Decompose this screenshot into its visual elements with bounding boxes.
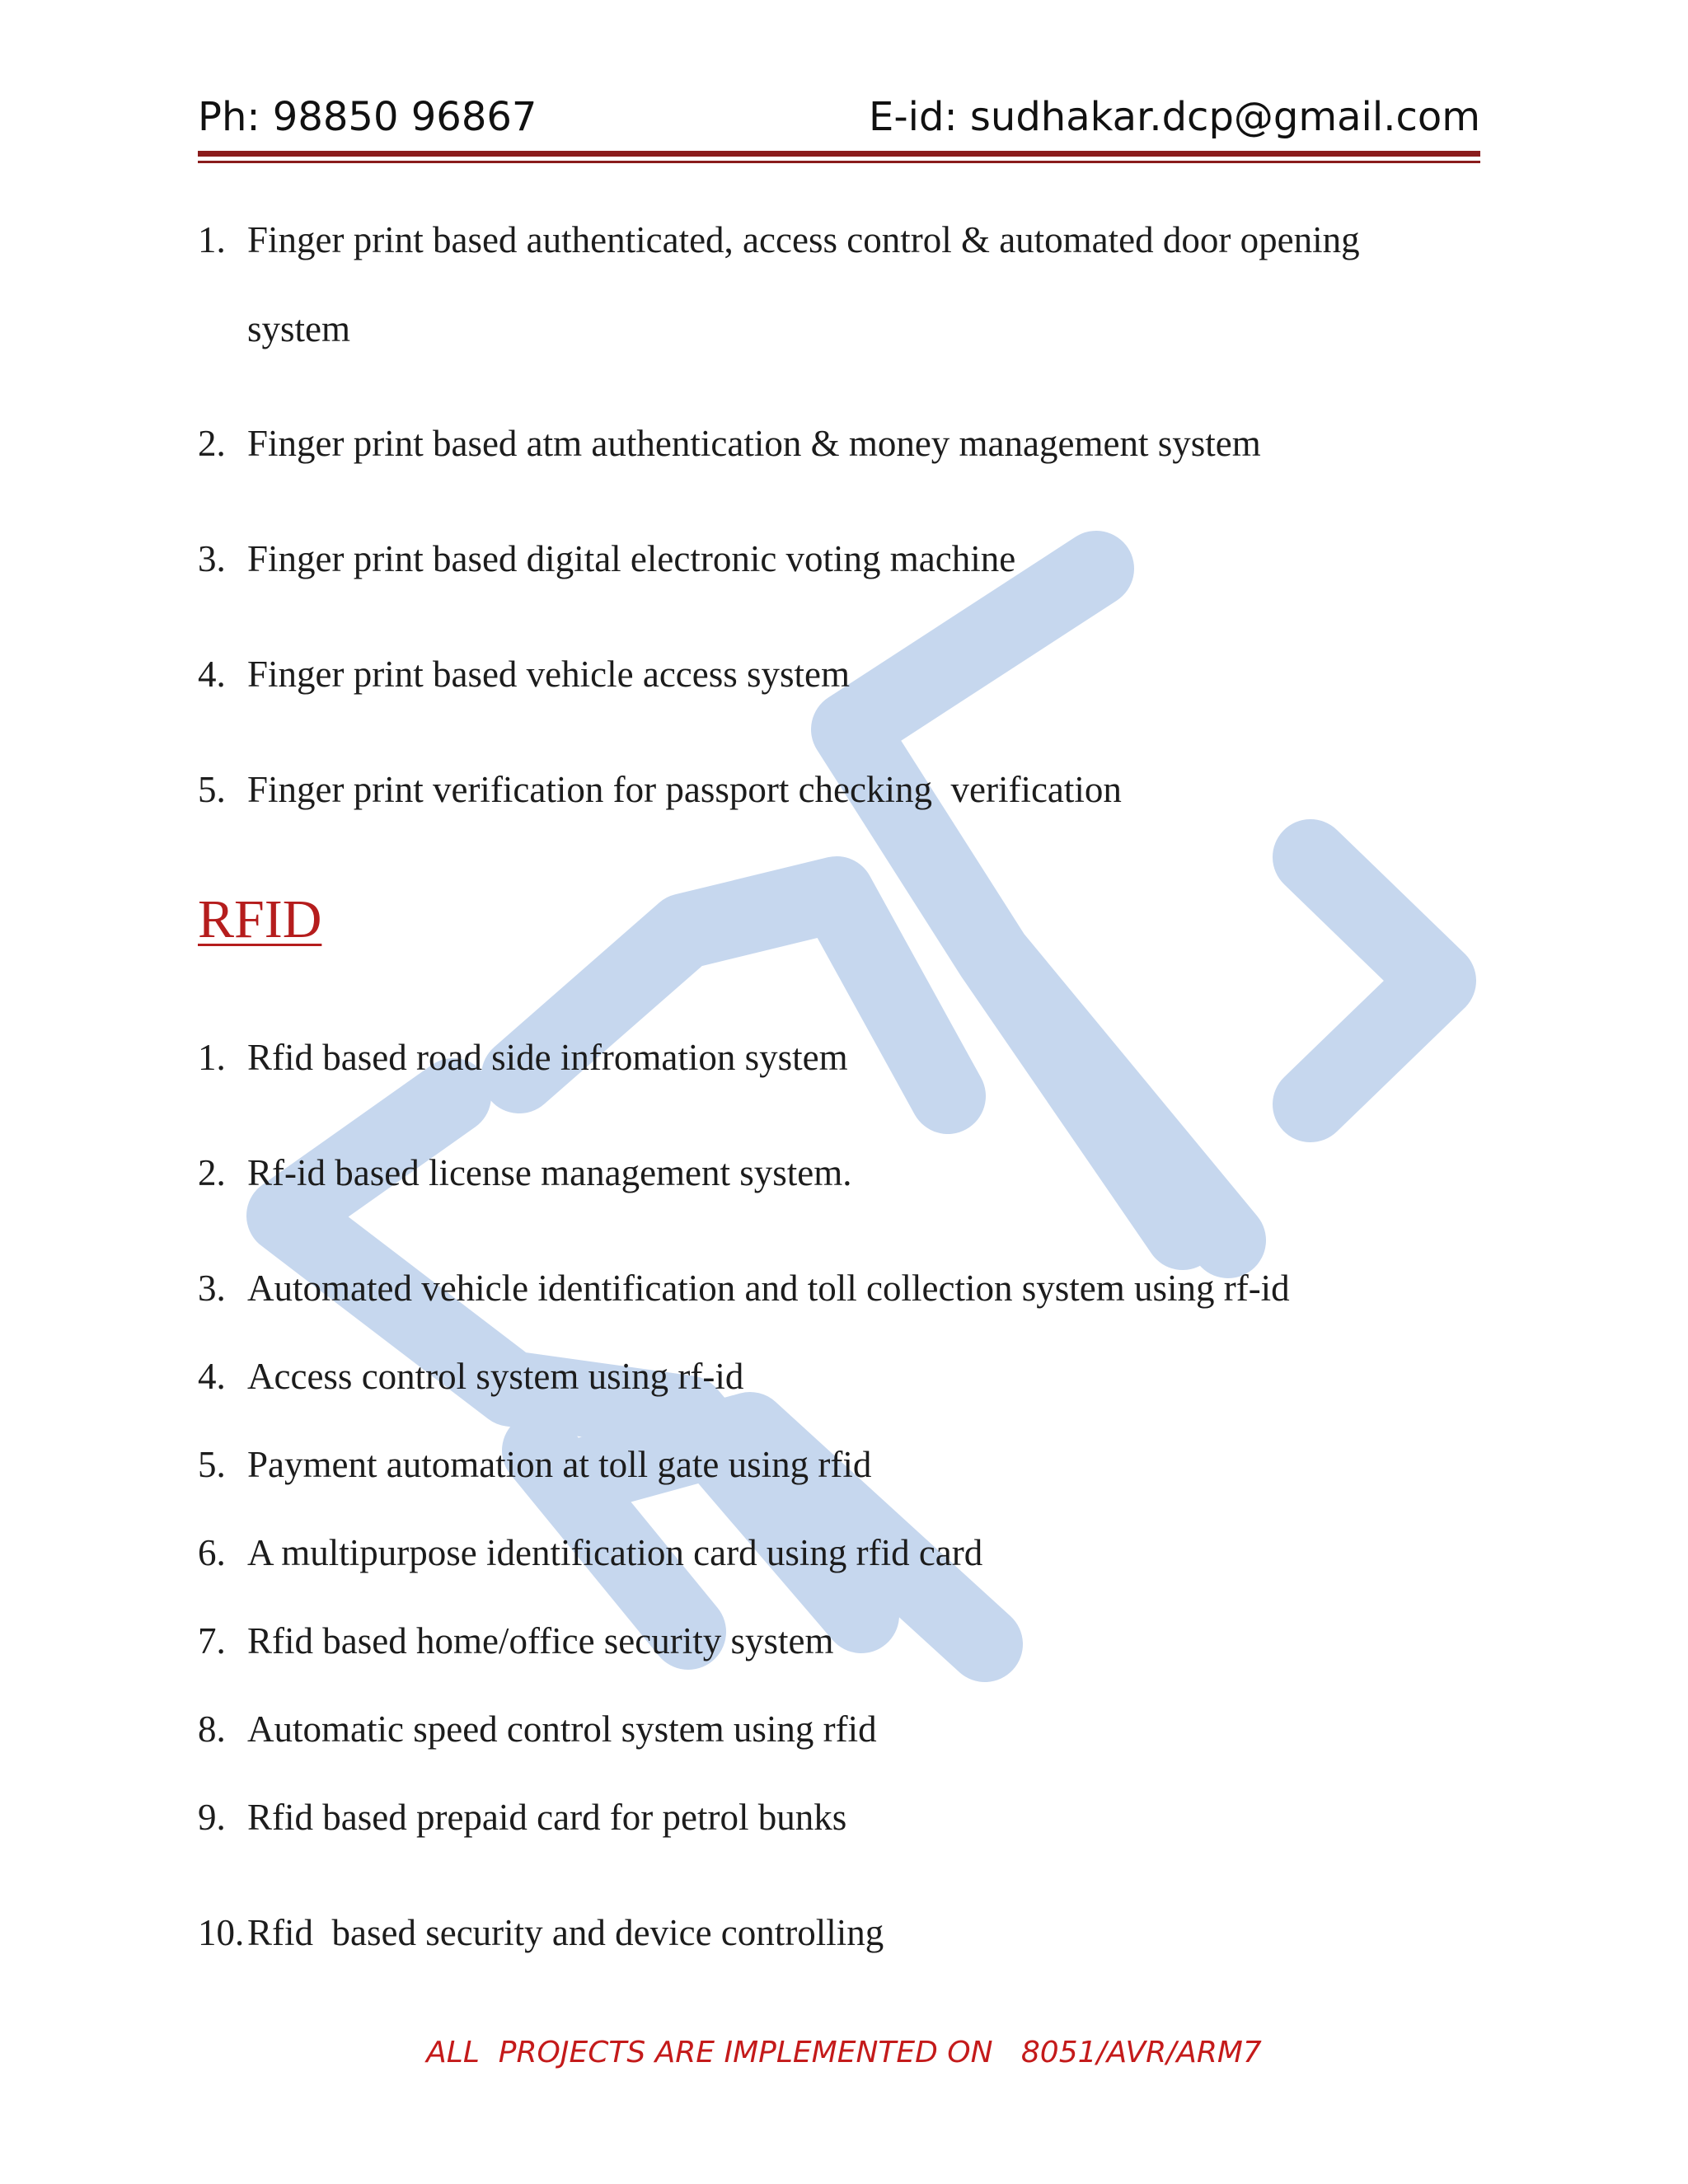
header-rule-thick — [198, 151, 1480, 157]
list-number: 2. — [198, 1152, 226, 1193]
list-text: Rfid based road side infromation system — [247, 1037, 848, 1078]
list-text: Rfid based prepaid card for petrol bunks — [247, 1797, 847, 1838]
list-number: 1. — [198, 219, 226, 260]
list-number: 5. — [198, 1444, 226, 1485]
list-number: 4. — [198, 654, 226, 695]
list-number: 8. — [198, 1708, 226, 1750]
header-email: E-id: sudhakar.dcp@gmail.com — [869, 94, 1480, 140]
rfid-heading: RFID — [198, 889, 322, 949]
header-phone: Ph: 98850 96867 — [198, 94, 537, 140]
list-text: Payment automation at toll gate using rfid — [247, 1444, 872, 1485]
list-text: Finger print based authenticated, access control & automated door opening — [247, 219, 1360, 260]
list-text: Finger print based digital electronic voting machine — [247, 538, 1016, 579]
list-number: 3. — [198, 538, 226, 579]
list-number: 1. — [198, 1037, 226, 1078]
list-number: 10. — [198, 1912, 245, 1953]
list-text: Automated vehicle identification and toll collection system using rf-id — [247, 1268, 1290, 1309]
list-number: 4. — [198, 1356, 226, 1397]
list-text: Finger print based atm authentication & money management system — [247, 423, 1261, 464]
list-number: 9. — [198, 1797, 226, 1838]
list-number: 5. — [198, 769, 226, 810]
header-rule-thin — [198, 161, 1480, 163]
list-text: Finger print based vehicle access system — [247, 654, 851, 695]
list-text: Automatic speed control system using rfid — [247, 1708, 877, 1750]
list-text-continued: system — [247, 308, 351, 349]
list-number: 2. — [198, 423, 226, 464]
list-text: Rfid based home/office security system — [247, 1620, 834, 1661]
list-number: 3. — [198, 1268, 226, 1309]
list-number: 7. — [198, 1620, 226, 1661]
footer-note: ALL PROJECTS ARE IMPLEMENTED ON 8051/AVR/ARM7 — [426, 2036, 1262, 2069]
list-text: Rf-id based license management system. — [247, 1152, 852, 1193]
list-text: Access control system using rf-id — [247, 1356, 744, 1397]
list-number: 6. — [198, 1532, 226, 1573]
list-text: Finger print verification for passport checking verification — [247, 769, 1122, 810]
list-text: A multipurpose identification card using rfid card — [247, 1532, 983, 1573]
list-text: Rfid based security and device controlling — [247, 1912, 884, 1953]
